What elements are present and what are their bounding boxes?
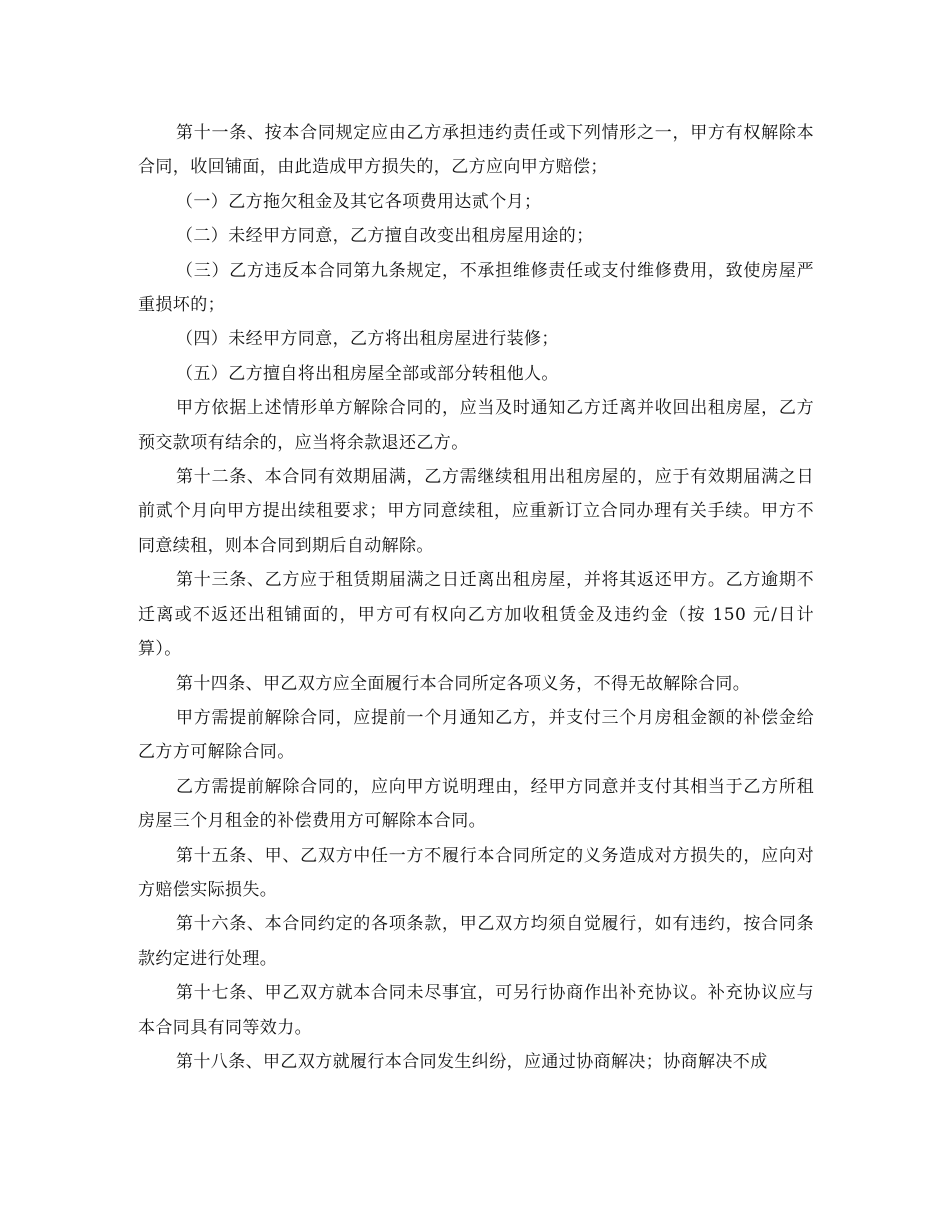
paragraph-party-b-early-termination: 乙方需提前解除合同的，应向甲方说明理由，经甲方同意并支付其相当于乙方所租房屋三个月租金的补偿费用方可解除本合同。 — [138, 776, 814, 832]
paragraph-article-14: 第十四条、甲乙双方应全面履行本合同所定各项义务，不得无故解除合同。 — [176, 673, 751, 694]
paragraph-party-a-early-termination: 甲方需提前解除合同，应提前一个月通知乙方，并支付三个月房租金额的补偿金给乙方方可解除合同。 — [138, 707, 814, 763]
paragraph-article-15: 第十五条、甲、乙双方中任一方不履行本合同所定的义务造成对方损失的，应向对方赔偿实际损失。 — [138, 845, 814, 900]
list-item-2: （二）未经甲方同意，乙方擅自改变出租房屋用途的； — [176, 226, 594, 247]
document-body — [138, 116, 814, 1079]
paragraph-termination-notice: 甲方依据上述情形单方解除合同的，应当及时通知乙方迁离并收回出租房屋，乙方预交款项有结余的，应当将余款退还乙方。 — [138, 398, 814, 453]
paragraph-article-18: 第十八条、甲乙双方就履行本合同发生纠纷，应通过协商解决；协商解决不成 — [176, 1051, 768, 1072]
paragraph-article-13: 第十三条、乙方应于租赁期届满之日迁离出租房屋，并将其返还甲方。乙方逾期不迁离或不返还出租铺面的，甲方可有权向乙方加收租赁金及违约金（按 150 元/日计算）。 — [138, 570, 814, 660]
paragraph-article-11: 第十一条、按本合同规定应由乙方承担违约责任或下列情形之一，甲方有权解除本合同，收回铺面，由此造成甲方损失的，乙方应向甲方赔偿； — [138, 123, 814, 178]
list-item-4: （四）未经甲方同意，乙方将出租房屋进行装修； — [176, 329, 559, 350]
list-item-1: （一）乙方拖欠租金及其它各项费用达贰个月； — [176, 191, 542, 212]
list-item-3: （三）乙方违反本合同第九条规定，不承担维修责任或支付维修费用，致使房屋严重损坏的； — [138, 260, 814, 316]
list-item-5: （五）乙方擅自将出租房屋全部或部分转租他人。 — [176, 363, 559, 384]
paragraph-article-17: 第十七条、甲乙双方就本合同未尽事宜，可另行协商作出补充协议。补充协议应与本合同具有同等效力。 — [138, 983, 814, 1038]
paragraph-article-12: 第十二条、本合同有效期届满，乙方需继续租用出租房屋的，应于有效期届满之日前贰个月向甲方提出续租要求；甲方同意续租，应重新订立合同办理有关手续。甲方不同意续租，则本合同到期后自动解除。 — [138, 467, 814, 556]
paragraph-article-16: 第十六条、本合同约定的各项条款，甲乙双方均须自觉履行，如有违约，按合同条款约定进行处理。 — [138, 914, 814, 969]
